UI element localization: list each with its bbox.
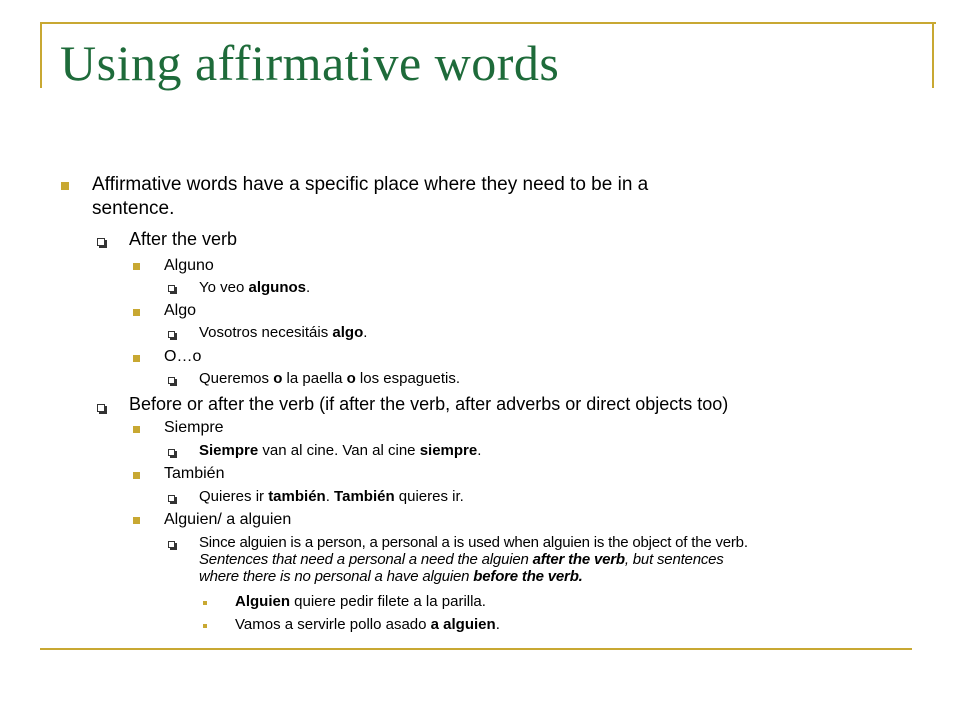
hollow-square-icon xyxy=(97,404,105,412)
example-text: van al cine. Van al cine xyxy=(258,442,420,459)
example-bold: Siempre xyxy=(199,442,259,459)
example-text: quiere pedir filete a la parilla. xyxy=(290,593,486,610)
point-after-verb: After the verb xyxy=(129,229,238,249)
bullet-square-icon xyxy=(133,355,140,362)
item-algo: Algo xyxy=(164,302,197,319)
item-o-o: O…o xyxy=(164,348,202,365)
example-text: . xyxy=(306,279,311,296)
example-bold: siempre xyxy=(419,442,478,459)
example-alguien-line3 xyxy=(199,568,583,585)
example-alguno xyxy=(199,279,310,296)
example-bold: Alguien xyxy=(235,593,290,610)
example-bold: o xyxy=(346,370,356,387)
example-italic: , but sentences xyxy=(624,551,724,568)
bullet-square-icon xyxy=(133,263,140,270)
item-alguno: Alguno xyxy=(164,257,214,274)
example-bold-italic: after the verb xyxy=(532,551,625,568)
bullet-square-icon xyxy=(133,309,140,316)
example-text: la paella xyxy=(282,370,347,387)
example-alguien-line1: Since alguien is a person, a personal a is used when alguien is the object of the verb. xyxy=(199,534,748,551)
example-text: . xyxy=(363,324,368,341)
bottom-rule xyxy=(40,648,912,650)
item-tambien: También xyxy=(164,465,225,482)
example-text: . xyxy=(477,442,482,459)
example-italic: Sentences that need a personal a need the alguien xyxy=(199,551,533,568)
example-algo xyxy=(199,324,367,341)
bullet-square-icon xyxy=(133,517,140,524)
point-before-after: Before or after the verb (if after the verb, after adverbs or direct objects too) xyxy=(129,394,729,414)
example-bold: algunos xyxy=(248,279,307,296)
right-rule xyxy=(932,22,934,88)
small-square-icon xyxy=(203,624,207,628)
example-text: . xyxy=(495,616,500,633)
point-main: Affirmative words have a specific place where they need to be in a xyxy=(92,174,649,195)
example-bold: También xyxy=(334,488,395,505)
hollow-square-icon xyxy=(168,377,175,384)
example-bold: algo xyxy=(332,324,364,341)
example-bold: a alguien xyxy=(430,616,496,633)
example-bold-italic: before the verb. xyxy=(473,568,583,585)
slide-title: Using affirmative words xyxy=(60,35,560,91)
example-bold: o xyxy=(273,370,283,387)
left-rule xyxy=(40,22,42,88)
example-text: . xyxy=(325,488,335,505)
example-o-o xyxy=(199,370,460,387)
item-alguien: Alguien/ a alguien xyxy=(164,511,292,528)
hollow-square-icon xyxy=(168,495,175,502)
bullet-square-icon xyxy=(133,472,140,479)
hollow-square-icon xyxy=(168,541,175,548)
top-rule xyxy=(40,22,936,24)
example-text: Queremos xyxy=(199,370,274,387)
example-text: Vamos a servirle pollo asado xyxy=(235,616,431,633)
small-square-icon xyxy=(203,601,207,605)
sub-example-1 xyxy=(235,593,486,610)
bullet-square-icon xyxy=(61,182,69,190)
bullet-square-icon xyxy=(133,426,140,433)
item-siempre: Siempre xyxy=(164,419,224,436)
example-italic: where there is no personal a have alguien xyxy=(199,568,474,585)
example-text: Quieres ir xyxy=(199,488,269,505)
example-text: los espaguetis. xyxy=(355,370,460,387)
example-siempre xyxy=(199,442,481,459)
hollow-square-icon xyxy=(168,331,175,338)
example-text: Yo veo xyxy=(199,279,249,296)
hollow-square-icon xyxy=(168,449,175,456)
example-alguien-line2 xyxy=(199,551,724,568)
hollow-square-icon xyxy=(97,238,105,246)
example-text: quieres ir. xyxy=(394,488,464,505)
example-bold: también xyxy=(268,488,326,505)
hollow-square-icon xyxy=(168,285,175,292)
example-text: Vosotros necesitáis xyxy=(199,324,333,341)
point-main-cont: sentence. xyxy=(92,198,175,219)
sub-example-2 xyxy=(235,616,500,633)
example-tambien xyxy=(199,488,464,505)
